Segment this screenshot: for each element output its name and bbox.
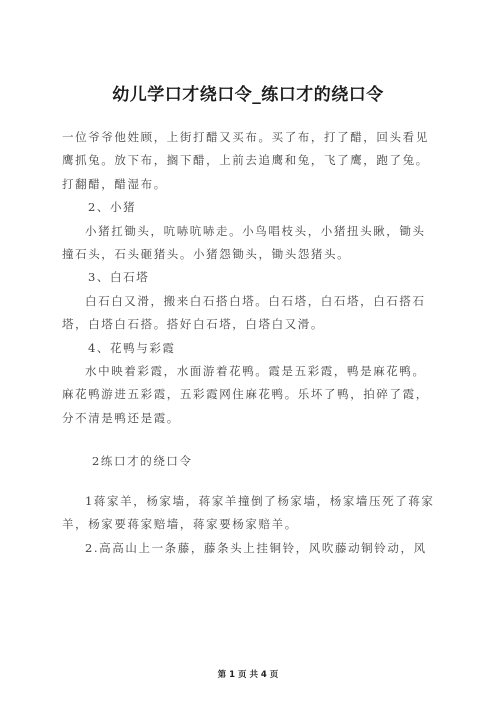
document-title: 幼儿学口才绕口令_练口才的绕口令: [112, 85, 384, 105]
document-body: [62, 126, 436, 560]
page-footer: 第 1 页 共 4 页: [217, 670, 279, 680]
spacer: [62, 474, 436, 490]
heading-little-pig: 2、小猪: [88, 200, 137, 215]
paragraph-duck-and-clouds: 水中映着彩霞，水面游着花鸭。霞是五彩霞，鸭是麻花鸭。麻花鸭游进五彩霞，五彩霞网住麻花鸭。乐坏了鸭，拍碎了霞，分不清是鸭还是霞。: [62, 364, 429, 425]
section-heading-practice: 2练口才的绕口令: [92, 454, 193, 469]
paragraph-grandpa-gu: 一位爷爷他姓顾，上街打醋又买布。买了布，打了醋，回头看见鹰抓兔。放下布，搁下醋，上前去追鹰和兔，飞了鹰，跑了兔。打翻醋，醋湿布。: [62, 130, 429, 191]
paragraph-little-pig: 小猪扛锄头，吭哧吭哧走。小鸟唱枝头，小猪扭头瞅，锄头撞石头，石头砸猪头。小猪怨锄头，锄头怨猪头。: [62, 223, 426, 262]
paragraph-jiang-yang: 1蒋家羊，杨家墙，蒋家羊撞倒了杨家墙，杨家墙压死了蒋家羊，杨家要蒋家赔墙，蒋家要杨家赔羊。: [62, 493, 435, 532]
heading-duck-and-clouds: 4、花鸭与彩霞: [88, 340, 176, 355]
paragraph-white-stone-tower: 白石白又滑，搬来白石搭白塔。白石塔，白石塔，白石搭石塔，白塔白石搭。搭好白石塔，白塔白又滑。: [62, 293, 426, 332]
paragraph-mountain-vine: 2.高高山上一条藤，藤条头上挂铜铃，风吹藤动铜铃动，风: [85, 540, 427, 555]
heading-white-stone-tower: 3、白石塔: [88, 270, 150, 285]
spacer: [62, 430, 436, 450]
